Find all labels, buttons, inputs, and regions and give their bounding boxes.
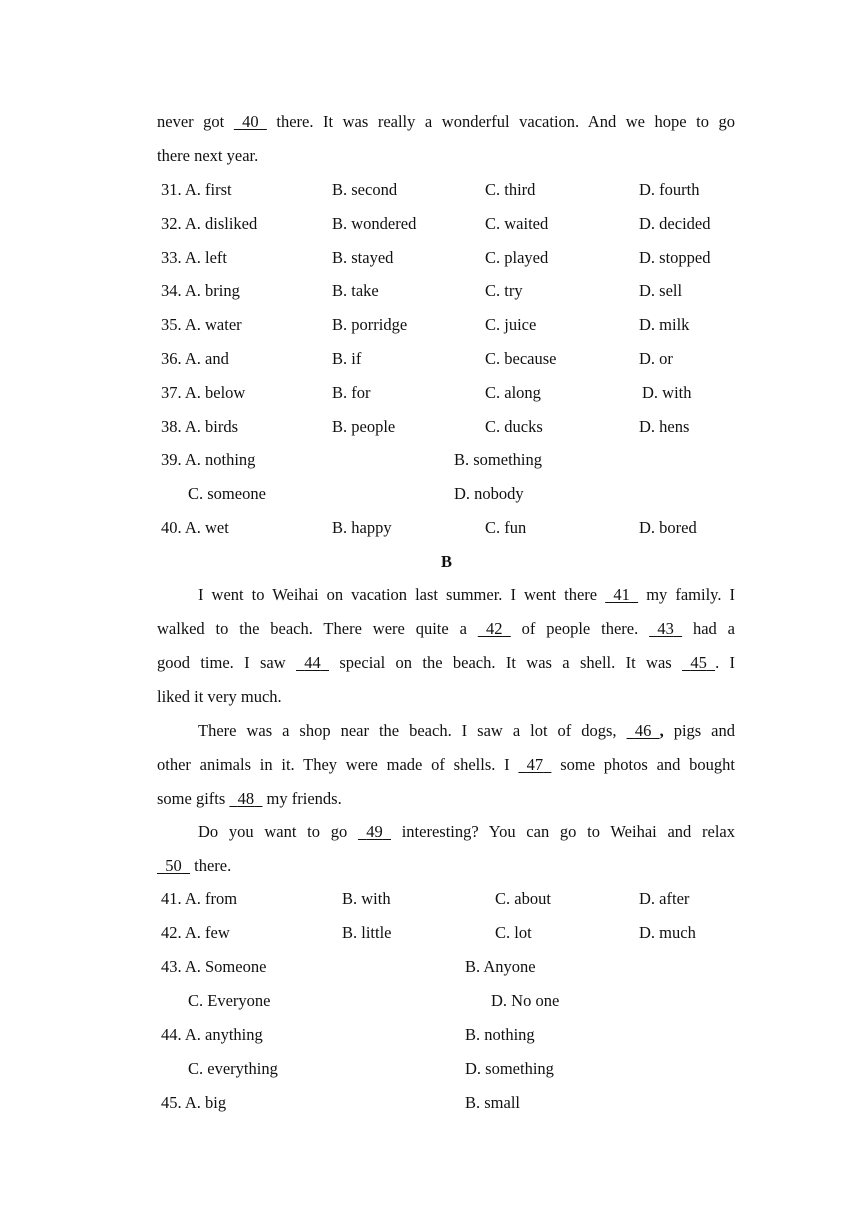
q33-c: C. played — [485, 247, 549, 267]
q37-c: C. along — [485, 382, 541, 402]
passage-b-p1-line-1: I went to Weihai on vacation last summer. I went there 41 my family. I — [198, 585, 735, 604]
q44-a: 44. A. anything — [161, 1025, 263, 1044]
q42-b: B. little — [342, 923, 392, 942]
q37-d: D. with — [642, 382, 692, 402]
blank-42: 42 — [486, 619, 503, 638]
q34-d: D. sell — [639, 281, 683, 301]
q35-c: C. juice — [485, 315, 537, 335]
q33-a: 33. A. left — [161, 247, 227, 267]
passage-b-p1-line-3: good time. I saw 44 special on the beach. It was a shell. It was 45 . I — [157, 653, 736, 672]
blank-49: 49 — [366, 822, 383, 841]
blank-45: 45 — [690, 653, 707, 672]
passage-a-line-2: there next year. — [157, 146, 259, 165]
q40-b: B. happy — [332, 518, 392, 537]
q31-a: 31. A. first — [161, 180, 232, 199]
q39-c: C. someone — [188, 484, 266, 503]
q38-d: D. hens — [639, 416, 690, 436]
q32-d: D. decided — [639, 213, 711, 233]
q41-c: C. about — [495, 889, 551, 908]
blank-50: 50 — [165, 856, 182, 875]
blank-43: 43 — [657, 619, 674, 638]
blank-44: 44 — [304, 653, 321, 672]
q36-c: C. because — [485, 349, 557, 368]
q37-b: B. for — [332, 382, 371, 402]
q42-c: C. lot — [495, 923, 532, 942]
q40-a: 40. A. wet — [161, 518, 229, 537]
q35-a: 35. A. water — [161, 315, 242, 335]
passage-b-p3-line-1: Do you want to go 49 interesting? You can go to Weihai and relax — [198, 822, 736, 841]
q38-c: C. ducks — [485, 416, 543, 436]
q43-b: B. Anyone — [465, 957, 536, 976]
q44-c: C. everything — [188, 1059, 278, 1078]
q32-a: 32. A. disliked — [161, 213, 258, 233]
q33-b: B. stayed — [332, 247, 394, 267]
blank-40: 40 — [242, 112, 259, 131]
q38-b: B. people — [332, 416, 396, 436]
passage-b-p2-line-2: other animals in it. They were made of shells. I 47 some photos and bought — [157, 755, 736, 774]
q34-c: C. try — [485, 281, 523, 301]
q36-a: 36. A. and — [161, 349, 229, 368]
q44-d: D. something — [465, 1059, 554, 1078]
q43-c: C. Everyone — [188, 991, 271, 1010]
passage-b-p2-line-1: There was a shop near the beach. I saw a lot of dogs, 46 , pigs and — [198, 721, 736, 740]
q41-a: 41. A. from — [161, 889, 238, 908]
q41-d: D. after — [639, 889, 690, 908]
q31-b: B. second — [332, 180, 398, 199]
q39-b: B. something — [454, 450, 543, 469]
q43-d: D. No one — [491, 991, 560, 1010]
q35-b: B. porridge — [332, 315, 408, 335]
text: there. It was really a wonderful vacation. And we hope to go — [276, 112, 736, 131]
q40-d: D. bored — [639, 518, 697, 537]
q39-d: D. nobody — [454, 484, 524, 503]
q31-c: C. third — [485, 180, 536, 199]
q39-a: 39. A. nothing — [161, 450, 256, 469]
blank-48: 48 — [237, 789, 255, 808]
q34-a: 34. A. bring — [161, 281, 240, 301]
q32-c: C. waited — [485, 213, 549, 233]
q45-a: 45. A. big — [161, 1093, 227, 1112]
q40-c: C. fun — [485, 518, 527, 537]
q36-b: B. if — [332, 349, 362, 368]
q41-b: B. with — [342, 889, 391, 908]
q32-b: B. wondered — [332, 213, 417, 233]
passage-b-p3-line-2: 50 there. — [157, 856, 735, 876]
q45-b: B. small — [465, 1093, 521, 1112]
blank-41: 41 — [613, 585, 630, 604]
q44-b: B. nothing — [465, 1025, 535, 1044]
blank-46: 46 — [634, 721, 652, 740]
q38-a: 38. A. birds — [161, 416, 239, 436]
passage-b-p1-line-4: liked it very much. — [157, 687, 282, 706]
q36-d: D. or — [639, 349, 673, 368]
section-b-title: B — [441, 552, 453, 571]
q35-d: D. milk — [639, 315, 690, 335]
q31-d: D. fourth — [639, 180, 700, 199]
passage-a-line-1 — [157, 112, 735, 132]
q43-a: 43. A. Someone — [161, 957, 267, 976]
passage-b-p2-line-3: some gifts 48 my friends. — [157, 789, 342, 808]
q34-b: B. take — [332, 281, 379, 301]
q37-a: 37. A. below — [161, 382, 246, 402]
text: never got — [157, 112, 225, 131]
q42-a: 42. A. few — [161, 923, 230, 942]
passage-b-p1-line-2: walked to the beach. There were quite a 42 of people there. 43 had a — [157, 619, 736, 638]
blank-47: 47 — [526, 755, 544, 774]
q33-d: D. stopped — [639, 247, 711, 267]
q42-d: D. much — [639, 923, 696, 942]
